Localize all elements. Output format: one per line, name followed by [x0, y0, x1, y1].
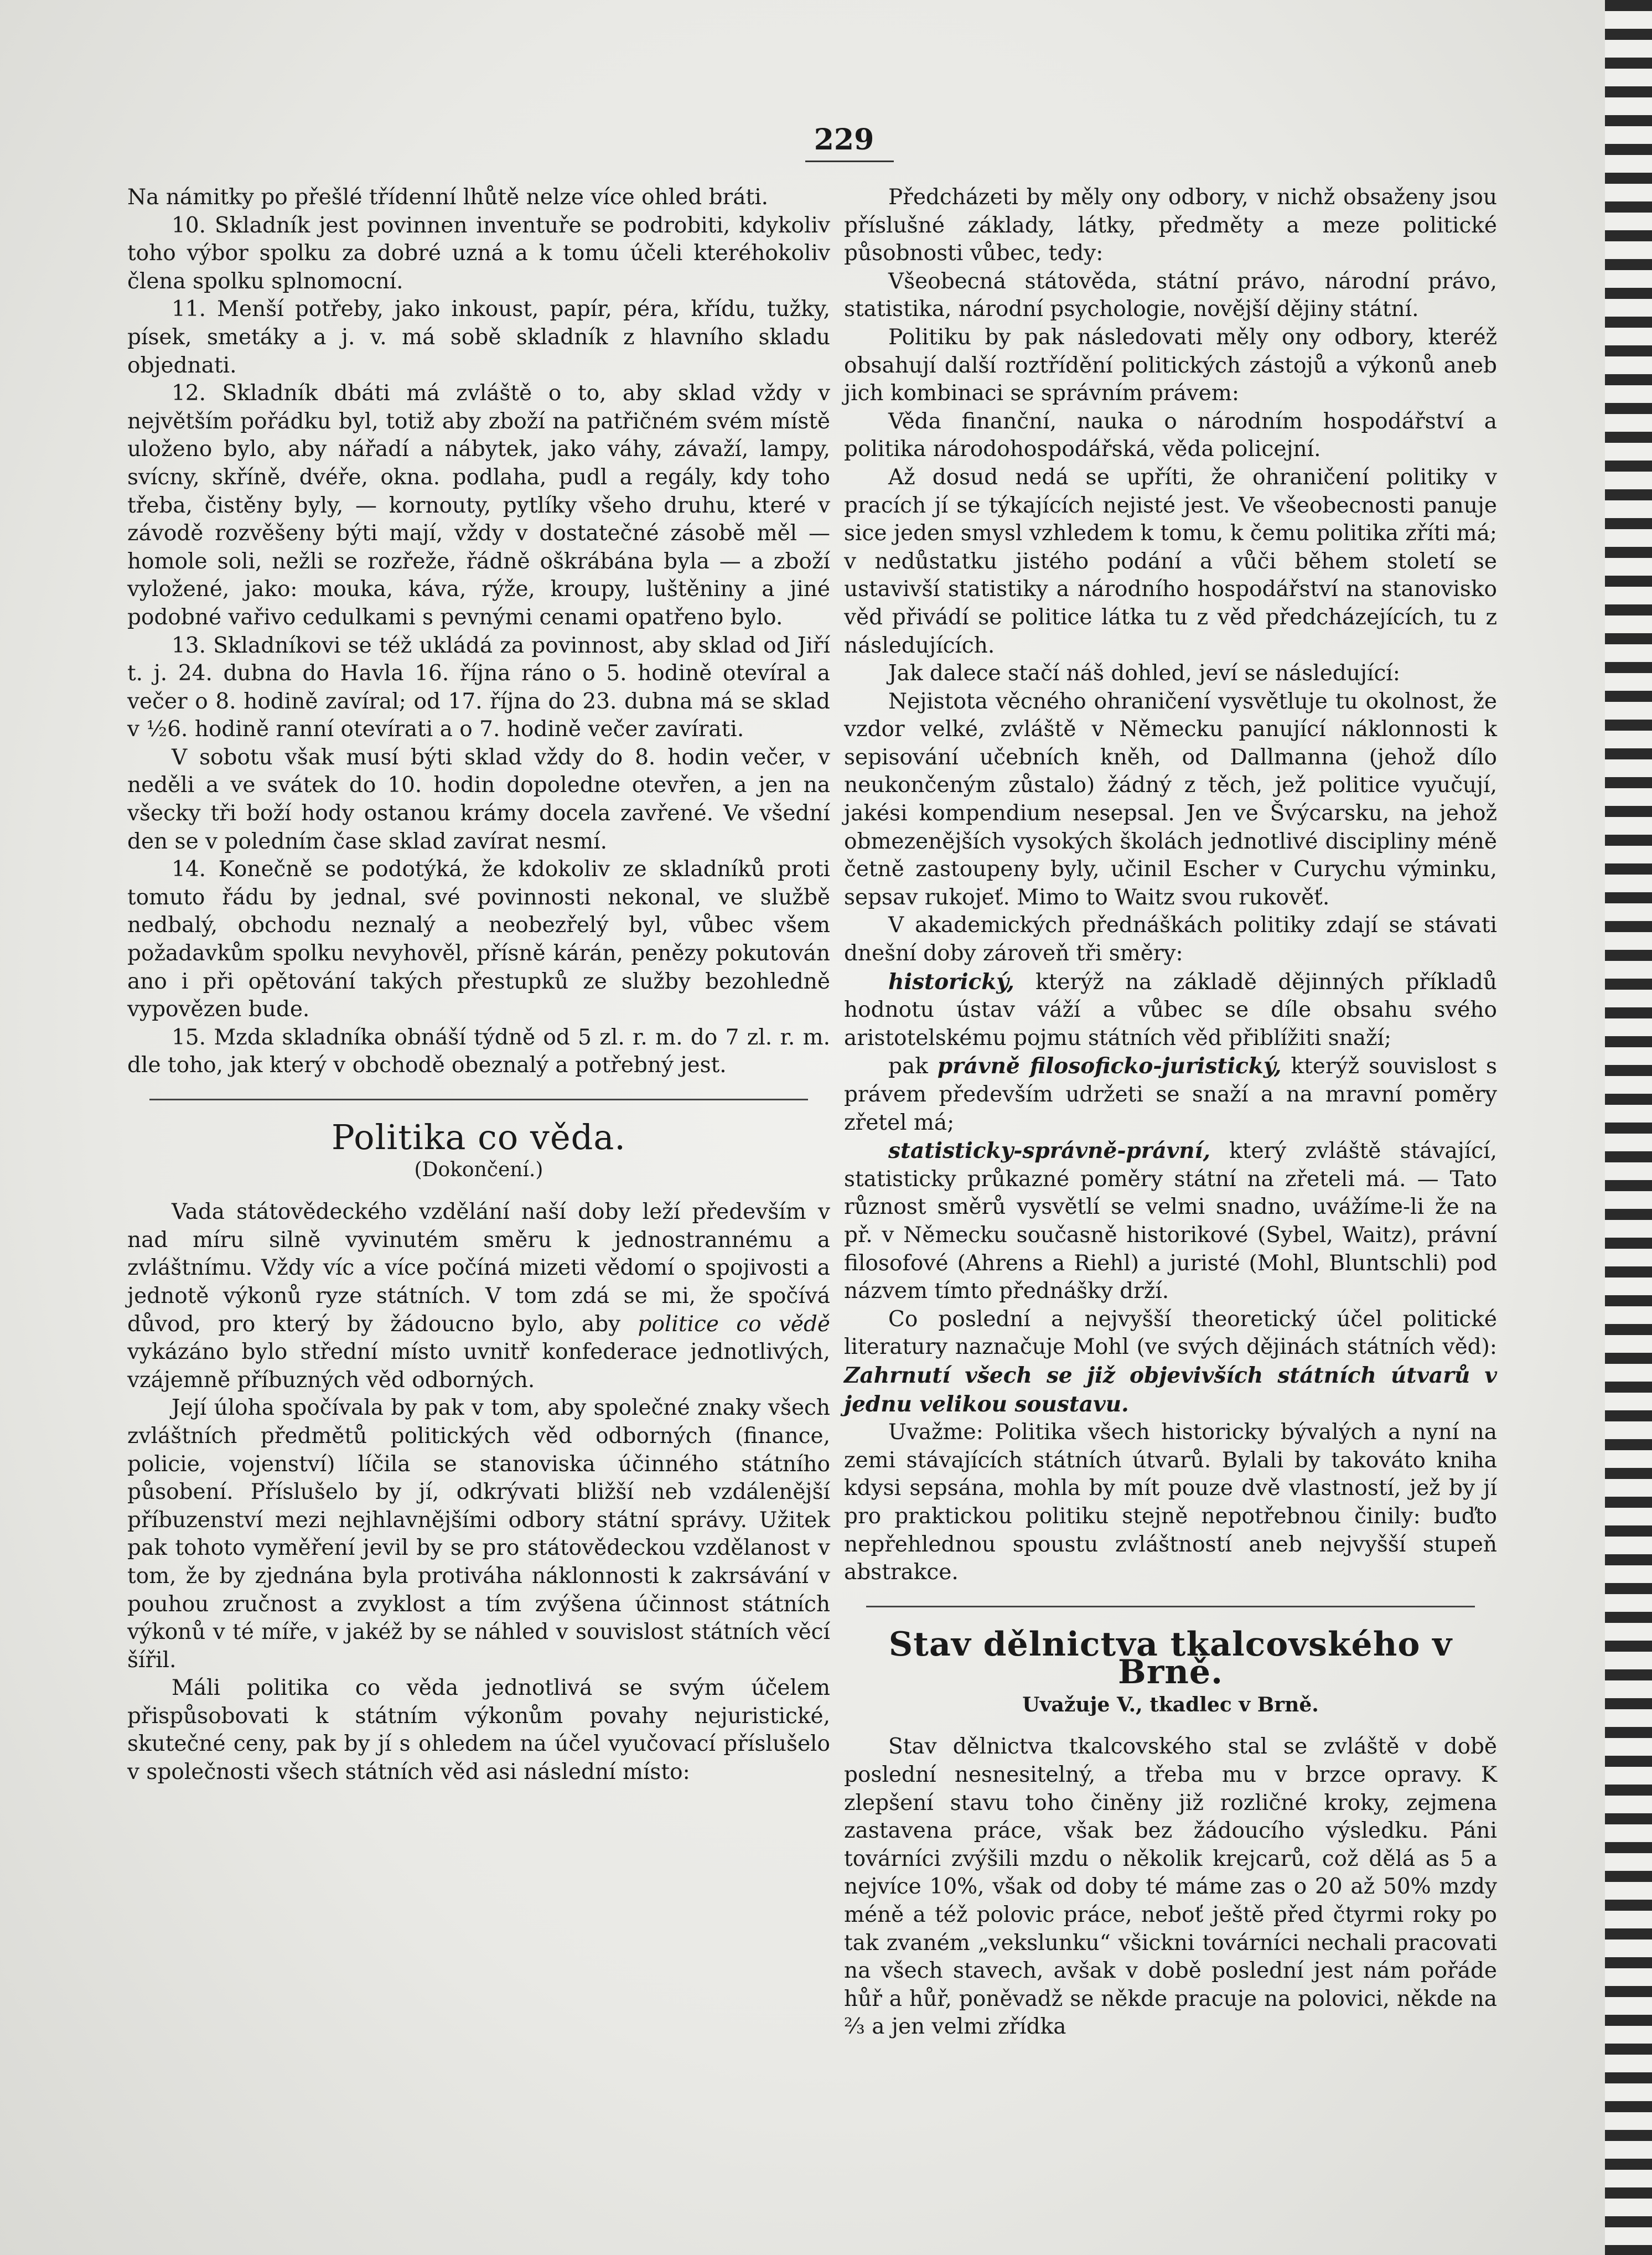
- paragraph: Máli politika co věda jednotlivá se svým účelem přispůsobovati k státním výkonům povahy nejuristické, skutečné ceny, pak by jí s ohledem na účel vyučovací příslušelo v společnosti všech státních věd asi následní místo:: [127, 1675, 830, 1785]
- article-title: Stav dělnictva tkalcovského v Brně.: [888, 1625, 1453, 1692]
- paragraph: Politiku by pak následovati měly ony odbory, kteréž obsahují další roztřídění politických zástojů a výkonů aneb jich kombinaci se správním právem:: [844, 324, 1497, 406]
- section-divider: [866, 1606, 1475, 1607]
- paragraph: 12. Skladník dbáti má zvláště o to, aby sklad vždy v největším pořádku byl, totiž aby zboží na patřičném svém místě uloženo bylo, aby nářadí a nábytek, jako váhy, závaží, lampy, svícny, skříně, dvéře, okna. podlaha, pudl a regály, kdy toho třeba, čistěny byly, — kornouty, pytlíky všeho druhu, které v závodě rozvěšeny býti mají, vždy v dostatečné zásobě měl — homole soli, nežli se rozřeže, řádně oškrábána byla — a zboží vyložené, jako: mouka, káva, rýže, kroupy, luštěniny a jiné podobné vařivo cedulkami s pevnými cenami opatřeno bylo.: [127, 381, 830, 630]
- emphasis: politice co vědě: [638, 1311, 830, 1337]
- paragraph: Všeobecná státověda, státní právo, národní právo, statistika, národní psychologie, novější dějiny státní.: [844, 268, 1497, 322]
- paragraph: Předcházeti by měly ony odbory, v nichž obsaženy jsou příslušné základy, látky, předměty a meze politické působnosti vůbec, tedy:: [844, 185, 1497, 266]
- paragraph: V sobotu však musí býti sklad vždy do 8. hodin večer, v neděli a ve svátek do 10. hodin dopoledne otevřen, a jen na všecky tři boží hody ostanou krámy docela zavřené. Ve všední den se v poledním čase sklad zavírat nesmí.: [127, 744, 830, 854]
- section-divider: [149, 1099, 808, 1100]
- paragraph: Uvažme: Politika všech historicky bývalých a nyní na zemi stávajících státních útvarů. Bylali by takováto kniha kdysi sepsána, mohla by mít pouze dvě vlastností, jež by jí pro praktickou politiku stejně nepotřebnou činily: buďto nepřehlednou spoustu zvláštností aneb nejvyšší stupeň abstrakce.: [844, 1420, 1497, 1585]
- page-number: 229: [814, 123, 874, 157]
- paragraph: 14. Konečně se podotýká, že kdokoliv ze skladníků proti tomuto řádu by jednal, své povinnosti nekonal, ve službě nedbalý, obchodu neznalý a neobezřelý byl, vůbec všem požadavkům spolku nevyhověl, přísně kárán, penězy pokutován ano i při opětování takých přestupků ze služby bezohledně vypovězen bude.: [127, 857, 830, 1022]
- emphasis: statisticky-správně-právní,: [888, 1138, 1211, 1164]
- paragraph: 10. Skladník jest povinnen inventuře se podrobiti, kdykoliv toho výbor spolku za dobré uzná a k tomu účeli kteréhokoliv člena spolku splnomocní.: [127, 213, 830, 294]
- scan-edge-strip: [1605, 0, 1652, 2255]
- page-number-rule: [805, 161, 894, 162]
- article-title: Politika co věda.: [331, 1117, 626, 1157]
- emphasis: historický,: [888, 969, 1014, 995]
- paragraph: Až dosud nedá se upříti, že ohraničení politiky v pracích jí se týkajících nejisté jest. Ve všeobecnosti panuje sice jeden smysl vzhledem k tomu, k čemu politika zříti má; v nedůstatku jistého podání a vůči během století se ustavivší statistiky a národního hospodářství na stanovisko věd přivádí se politice látka tu z věd předcházejících, tu z následujících.: [844, 464, 1497, 658]
- paragraph: V akademických přednáškách politiky zdají se stávati dnešní doby zároveň tři směry:: [844, 913, 1497, 966]
- paragraph: pak právně filosoficko-juristický, kterýž souvislost s právem především udržeti se snaží a na mravní poměry zřetel má;: [844, 1053, 1498, 1135]
- article-subtitle: Uvažuje V., tkadlec v Brně.: [1022, 1693, 1319, 1716]
- right-column: [844, 184, 1497, 2041]
- emphasis: právně filosoficko-juristický,: [937, 1053, 1282, 1079]
- paragraph: Nejistota věcného ohraničení vysvětluje tu okolnost, že vzdor velké, zvláště v Německu panující náklonnosti k sepisování učebních kněh, od Dallmanna (jehož dílo neukončeným zůstalo) žádný z těch, jež politice vyučují, jakési kompendium nesepsal. Jen ve Švýcarsku, na jehož obmezenějších vysokých školách jednotlivé discipliny méně četně zastoupeny byly, učinil Escher v Curychu výminku, sepsav rukojeť. Mimo to Waitz svou rukověť.: [844, 689, 1497, 910]
- article-subtitle: (Dokončení.): [414, 1158, 543, 1181]
- paragraph: historický, kterýž na základě dějinných příkladů hodnotu ústav váží a vůbec se díle obsahu svého aristotelskému pojmu státních věd přiblížiti snaží;: [844, 969, 1497, 1051]
- paragraph: Jak dalece stačí náš dohled, jeví se následující:: [888, 661, 1400, 686]
- paragraph: Vada státovědeckého vzdělání naší doby leží především v nad míru silně vyvinutém směru k jednostrannému a zvláštnímu. Vždy víc a více počíná mizeti vědomí o spojivosti a jednotě výkonů ryze státních. V tom zdá se mi, že spočívá důvod, pro který by žádoucno bylo, aby politice co vědě vykázáno bylo střední místo uvnitř konfederace jednotlivých, vzájemně příbuzných věd odborných.: [127, 1199, 830, 1393]
- paragraph: Věda finanční, nauka o národním hospodářství a politika národohospodářská, věda policejní.: [844, 408, 1497, 462]
- paragraph: statisticky-správně-právní, který zvláště stávající, statisticky průkazné poměry státní na zřeteli má. — Tato různost směrů vysvětlí se velmi snadno, uvážíme-li že na př. v Německu současně historikové (Sybel, Waitz), právní filosofové (Ahrens a Riehl) a juristé (Mohl, Bluntschli) pod názvem tímto přednášky drží.: [844, 1138, 1497, 1304]
- paragraph: 13. Skladníkovi se též ukládá za povinnost, aby sklad od Jiří t. j. 24. dubna do Havla 16. října ráno o 5. hodině otevíral a večer o 8. hodině zavíral; od 17. října do 23. dubna má se sklad v ½6. hodině ranní otevírati a o 7. hodině večer zavírati.: [127, 633, 830, 742]
- paragraph: 15. Mzda skladníka obnáší týdně od 5 zl. r. m. do 7 zl. r. m. dle toho, jak který v obchodě obeznalý a potřebný jest.: [127, 1025, 830, 1078]
- paragraph: Co poslední a nejvyšší theoretický účel politické literatury naznačuje Mohl (ve svých dějinách státních věd): Zahrnutí všech se již objevivších státních útvarů v jednu velikou soustavu.: [844, 1306, 1497, 1417]
- paragraph: Její úloha spočívala by pak v tom, aby společné znaky všech zvláštních předmětů politických věd odborných (finance, policie, vojenství) líčila se stanoviska účinného státního působení. Příslušelo by jí, odkrývati bližší neb vzdálenější příbuzenství mezi nejhlavnějšími odbory státní správy. Užitek pak tohoto vyměření jevil by se pro státovědeckou vzdělanost v tom, že by zjednána byla protiváha náklonnosti k zakrsávání v pouhou zručnost a zvyklost a tím zvýšena účinnost státních výkonů v té míře, v jakéž by se náhled v souvislost státních věcí šířil.: [127, 1395, 830, 1673]
- paragraph: 11. Menší potřeby, jako inkoust, papír, péra, křídu, tužky, písek, smetáky a j. v. má sobě skladník z hlavního skladu objednati.: [127, 297, 830, 378]
- paragraph: Na námitky po přešlé třídenní lhůtě nelze více ohled bráti.: [127, 185, 769, 210]
- left-column: [127, 184, 830, 1787]
- emphasis: Zahrnutí všech se již objevivších státních útvarů v jednu velikou soustavu.: [844, 1362, 1497, 1417]
- paragraph: Stav dělnictva tkalcovského stal se zvláště v době poslední nesnesitelný, a třeba mu v brzce opravy. K zlepšení stavu toho činěny již rozličné kroky, zejmena zastavena práce, však bez žádoucího výsledku. Páni továrníci zvýšili mzdu o několik krejcarů, což dělá as 5 a nejvíce 10%, však od doby té máme zas o 20 až 50% mzdy méně a též polovic práce, neboť ještě před čtyrmi roky po tak zvaném „vekslunku“ všickni továrníci nechali pracovati na všech stavech, avšak v době poslední jest nám pořáde hůř a hůř, poněvadž se někde pracuje na polovici, někde na ⅔ a jen velmi zřídka: [844, 1734, 1497, 2040]
